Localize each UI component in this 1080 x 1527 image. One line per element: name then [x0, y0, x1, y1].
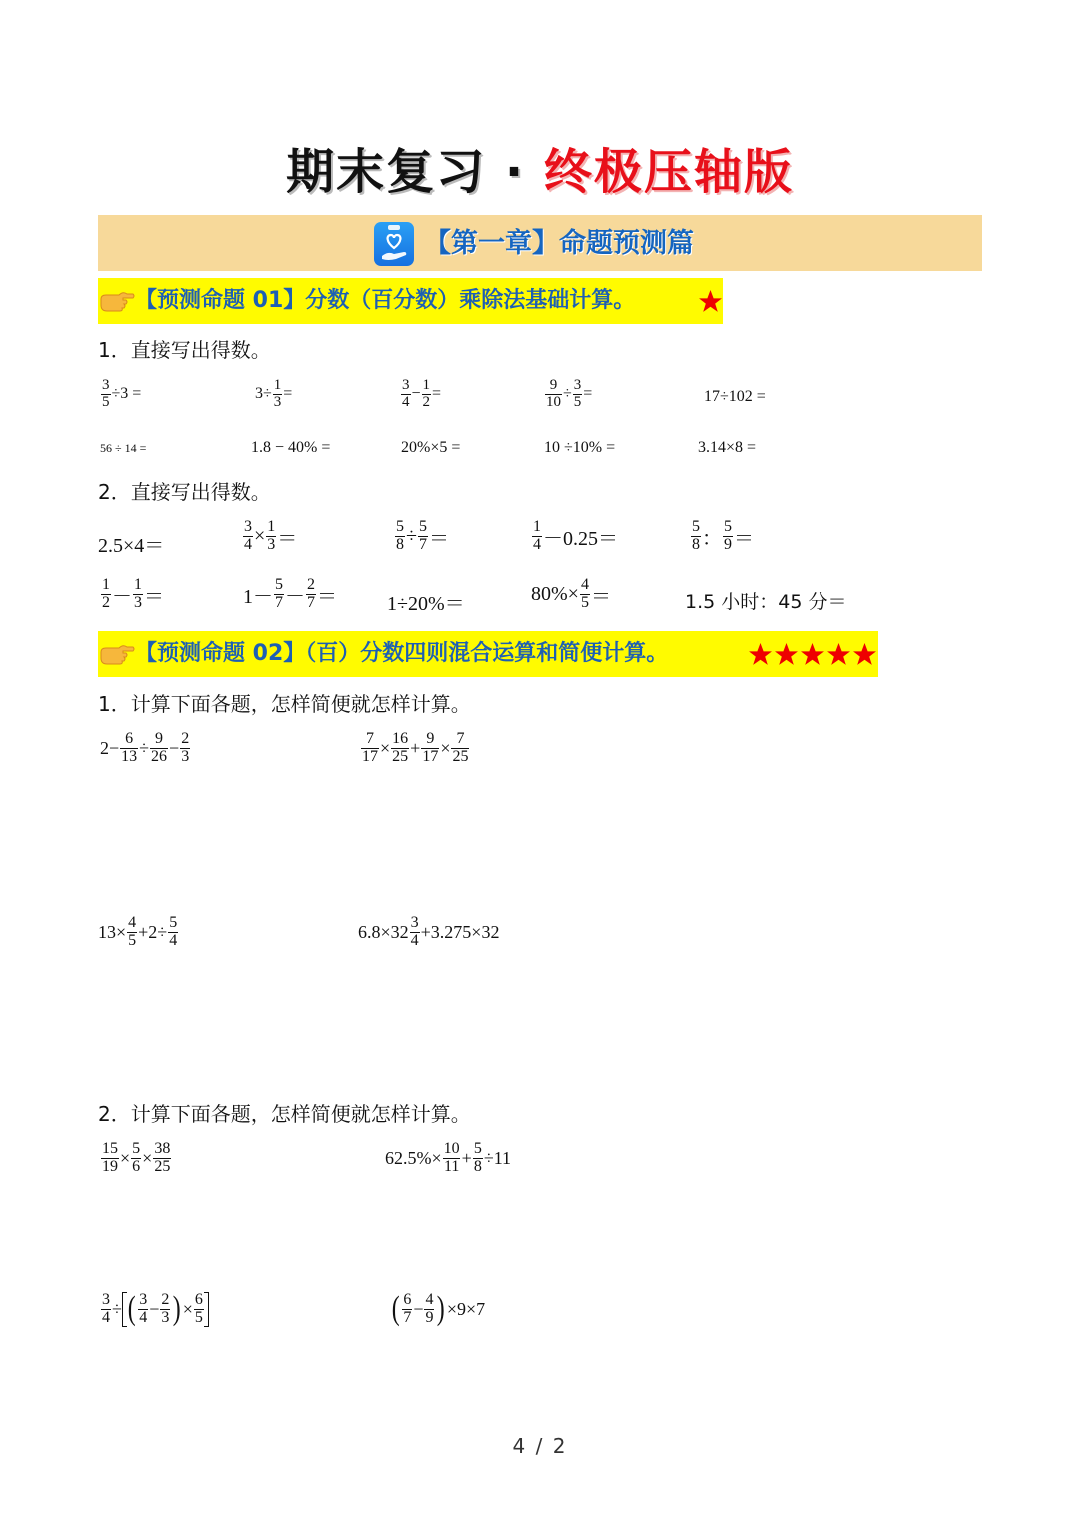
pointing-hand-icon — [99, 287, 135, 315]
frac-num: 7 — [366, 730, 374, 747]
expr-op: ÷ — [139, 737, 150, 758]
square-bracket-group — [122, 1292, 209, 1327]
t1q1-r2-e4: 10 ÷10% = — [544, 439, 616, 456]
frac-num: 15 — [102, 1140, 118, 1157]
expr-text: = — [583, 385, 593, 403]
t1q2-r1-e4 — [531, 519, 618, 554]
frac-den: 8 — [692, 535, 700, 553]
expr-text: 1.5 小时：45 分＝ — [685, 591, 847, 613]
expr-text: ÷11 — [483, 1147, 512, 1168]
frac-num: 38 — [154, 1140, 171, 1157]
frac-num: 3 — [402, 377, 410, 393]
t2q1-e3 — [98, 915, 179, 950]
frac-num: 5 — [275, 576, 283, 593]
t1q1-r1-e2 — [255, 378, 292, 411]
frac-num: 1 — [273, 377, 282, 393]
expr-op: − — [411, 385, 421, 403]
expr-text: 3÷ — [255, 385, 272, 403]
frac-den: 7 — [403, 1308, 412, 1326]
expr-op: × — [440, 737, 451, 758]
frac-num: 3 — [410, 914, 419, 931]
t1q2-r1-e1 — [98, 529, 164, 558]
t1q1-r1-e5 — [704, 388, 766, 406]
expr-op: × — [380, 737, 391, 758]
frac-den: 4 — [410, 931, 419, 949]
t1q2-r1-e2 — [242, 519, 297, 554]
chapter-title: 【第一章】命题预测篇 — [424, 228, 694, 259]
frac-den: 3 — [181, 747, 190, 765]
t2q2-e4 — [390, 1292, 485, 1327]
pointing-hand-icon — [99, 640, 135, 668]
star-icon — [698, 289, 723, 314]
frac-den: 2 — [102, 593, 110, 611]
frac-den: 4 — [169, 931, 178, 949]
t1q2-r1-e3 — [394, 519, 449, 554]
frac-num: 10 — [443, 1140, 460, 1157]
expr-text: ＝ — [277, 527, 298, 550]
frac-num: 2 — [161, 1291, 170, 1308]
expr-text: ＝ — [428, 527, 449, 550]
frac-den: 25 — [452, 747, 469, 765]
expr-text: 2− — [100, 737, 120, 758]
t2q1-e4 — [358, 915, 499, 950]
frac-num: 6 — [194, 1291, 203, 1308]
expr-op: ÷ — [406, 524, 417, 547]
expr-op: × — [142, 1147, 153, 1168]
frac-den: 7 — [307, 593, 315, 611]
paren-right: ) — [173, 1290, 182, 1328]
expr-text: 1÷20%＝ — [387, 593, 465, 615]
frac-den: 3 — [161, 1308, 170, 1326]
frac-num: 5 — [692, 518, 700, 535]
expr-text: ＝ — [734, 527, 754, 550]
frac-den: 8 — [396, 535, 404, 553]
frac-num: 2 — [307, 576, 315, 593]
expr-op: － — [112, 585, 132, 608]
t1q2-r2-e1 — [100, 577, 164, 612]
t2q2-e3 — [100, 1292, 209, 1327]
expr-text: ×9×7 — [446, 1298, 486, 1319]
t1q2-r2-e5 — [685, 587, 846, 614]
frac-den: 5 — [194, 1308, 203, 1326]
frac-den: 19 — [102, 1157, 118, 1175]
frac-num: 5 — [473, 1140, 482, 1157]
frac-num: 6 — [125, 730, 134, 747]
t1q1-r2-e1: 56 ÷ 14 = — [100, 441, 147, 455]
frac-den: 4 — [244, 535, 252, 553]
expr-op: − — [169, 737, 180, 758]
heart-clipboard-icon — [374, 222, 414, 266]
frac-den: 5 — [580, 593, 589, 611]
frac-den: 25 — [154, 1157, 171, 1175]
expr-text: = — [432, 385, 442, 403]
frac-den: 4 — [533, 535, 541, 553]
t1q2-r2-e3 — [387, 587, 465, 616]
frac-den: 4 — [139, 1308, 148, 1326]
frac-den: 4 — [402, 393, 410, 410]
frac-den: 13 — [121, 747, 138, 765]
expr-text: 1－ — [243, 585, 273, 608]
frac-num: 5 — [396, 518, 404, 535]
expr-op: ： — [702, 527, 722, 550]
frac-den: 2 — [422, 393, 431, 410]
expr-op: － — [285, 585, 305, 608]
expr-text: +3.275×32 — [420, 921, 500, 942]
expr-op: ÷ — [563, 385, 572, 403]
expr-text: ＝ — [590, 585, 611, 608]
t1q2-r1-e5 — [690, 519, 754, 554]
frac-den: 9 — [724, 535, 732, 553]
frac-den: 7 — [418, 535, 427, 553]
frac-den: 11 — [443, 1157, 460, 1175]
expr-text: ＝ — [317, 585, 337, 608]
t1q1-r1-e4 — [544, 378, 592, 411]
frac-num: 3 — [244, 518, 252, 535]
expr-text: ÷3 = — [111, 385, 142, 403]
expr-op: × — [120, 1147, 131, 1168]
frac-num: 6 — [403, 1291, 412, 1308]
frac-den: 3 — [273, 393, 282, 410]
paren-left: ( — [127, 1290, 136, 1328]
frac-num: 5 — [418, 518, 427, 535]
frac-num: 3 — [573, 377, 582, 393]
star-icon — [826, 642, 851, 667]
expr-text: +2÷ — [138, 921, 168, 942]
star-icon — [748, 642, 773, 667]
topic1-q1-title: 1．直接写出得数。 — [98, 338, 271, 362]
t1q1-r2-e2: 1.8 − 40% = — [251, 439, 331, 456]
page-number: 4 / 2 — [512, 1434, 568, 1458]
topic1-q2-title: 2．直接写出得数。 — [98, 480, 271, 504]
star-icon — [852, 642, 877, 667]
t1q2-r2-e2 — [243, 577, 337, 612]
title-part2: 终极压轴版 — [543, 144, 794, 200]
frac-num: 4 — [128, 914, 137, 931]
frac-den: 8 — [473, 1157, 482, 1175]
frac-den: 5 — [573, 393, 582, 410]
expr-text: 6.8×32 — [358, 921, 409, 942]
frac-den: 17 — [422, 747, 439, 765]
t1q2-r2-e4 — [531, 577, 611, 612]
expr-text: －0.25＝ — [543, 527, 618, 550]
frac-den: 3 — [267, 535, 276, 553]
frac-num: 2 — [181, 730, 190, 747]
paren-left: ( — [391, 1290, 400, 1328]
t1q1-r1-e3 — [400, 378, 441, 411]
frac-num: 7 — [456, 730, 465, 747]
topic2-title: 【预测命题 02】（百）分数四则混合运算和简便计算。 — [135, 641, 669, 666]
topic2-q1-title: 1．计算下面各题，怎样简便就怎样计算。 — [98, 692, 471, 716]
frac-num: 1 — [533, 518, 541, 535]
expr-text: 2.5×4＝ — [98, 535, 165, 557]
frac-num: 4 — [425, 1291, 434, 1308]
expr-text: 62.5%× — [385, 1147, 442, 1168]
frac-num: 5 — [132, 1140, 141, 1157]
topic1-title: 【预测命题 01】分数（百分数）乘除法基础计算。 — [135, 288, 636, 313]
frac-num: 4 — [580, 576, 589, 593]
star-icon — [774, 642, 799, 667]
expr-op: ÷ — [112, 1298, 122, 1319]
frac-num: 1 — [134, 576, 142, 593]
t2q1-e2 — [360, 731, 470, 766]
expr-text: 80%× — [531, 582, 579, 605]
expr-text: = — [283, 385, 293, 403]
t2q2-e1 — [100, 1141, 172, 1176]
frac-den: 6 — [132, 1157, 141, 1175]
frac-num: 9 — [155, 730, 164, 747]
t2q1-e1 — [100, 731, 191, 766]
frac-den: 5 — [102, 393, 110, 410]
frac-den: 10 — [546, 393, 561, 410]
frac-num: 1 — [102, 576, 110, 593]
title-dot: · — [504, 144, 526, 200]
frac-num: 5 — [169, 914, 178, 931]
title-part1: 期末复习 — [286, 144, 487, 200]
frac-num: 16 — [392, 730, 409, 747]
expr-op: + — [461, 1147, 472, 1168]
frac-num: 1 — [267, 518, 276, 535]
frac-num: 3 — [102, 377, 110, 393]
expr-op: − — [149, 1298, 160, 1319]
expr-text: 17÷102 = — [704, 388, 766, 405]
expr-text: ＝ — [144, 585, 164, 608]
t1q1-r1-e1 — [100, 378, 141, 411]
frac-num: 9 — [426, 730, 435, 747]
frac-num: 3 — [102, 1291, 110, 1308]
t2q2-e2 — [385, 1141, 511, 1176]
t1q1-r2-e3: 20%×5 = — [401, 439, 461, 456]
expr-op: × — [254, 524, 266, 547]
frac-den: 25 — [392, 747, 409, 765]
paren-right: ) — [437, 1290, 446, 1328]
frac-num: 1 — [422, 377, 431, 393]
page-title — [0, 140, 1080, 204]
t1q1-r2-e5: 3.14×8 = — [698, 439, 757, 456]
frac-num: 3 — [139, 1291, 148, 1308]
frac-den: 7 — [275, 593, 283, 611]
frac-den: 26 — [151, 747, 168, 765]
frac-num: 5 — [724, 518, 732, 535]
frac-den: 17 — [362, 747, 378, 765]
expr-text: 13× — [98, 921, 127, 942]
frac-den: 4 — [102, 1308, 110, 1326]
expr-op: + — [410, 737, 421, 758]
frac-den: 9 — [425, 1308, 434, 1326]
expr-op: × — [182, 1298, 193, 1319]
topic2-q2-title: 2．计算下面各题，怎样简便就怎样计算。 — [98, 1102, 471, 1126]
frac-den: 3 — [134, 593, 142, 611]
star-icon — [800, 642, 825, 667]
expr-op: − — [413, 1298, 424, 1319]
frac-den: 5 — [128, 931, 137, 949]
frac-num: 9 — [549, 377, 558, 393]
